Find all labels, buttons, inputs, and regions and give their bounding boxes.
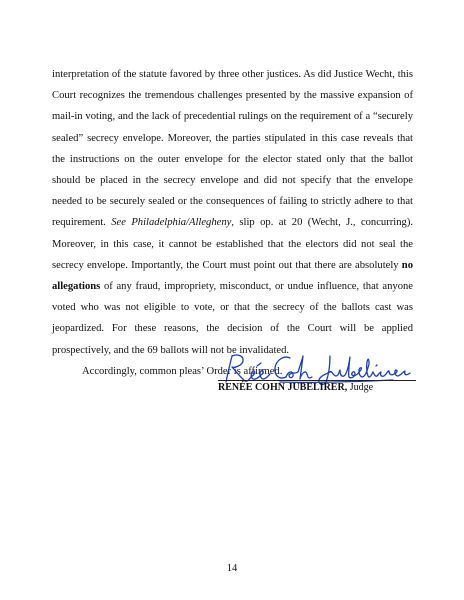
paragraph-text-middle: , slip op. at 20 (Wecht, J., concurring). Moreover, in this case, it cannot be established that the electors did not seal the secrecy envelope. Importantly, the Court must point out that there are absolutely <box>52 217 414 271</box>
paragraph-text-start: interpretation of the statute favored by three other justices. As did Justice Wecht, this Court recognizes the tremendous challenges presented by the massive expansion of mail-in voting, and the lack of precedential rulings on the requirement of a “securely sealed” secrecy envelope. Moreover, the parties stipulated in this case reveals that the instructions on the outer envelope for the elector stated only that the ballot should be placed in the secrecy envelope and did not specify that the envelope needed to be securely sealed or the consequences of failing to strictly adhere to that requirement. <box>52 69 413 229</box>
opinion-body <box>52 64 413 382</box>
paragraph-conclusion <box>52 64 413 361</box>
paragraph-order-affirmed: Accordingly, common pleas’ Order is affirmed. <box>82 365 283 377</box>
bold-emphasis: no allegations <box>52 259 413 293</box>
signer-caption <box>218 382 373 393</box>
signature-line <box>218 380 416 381</box>
case-citation: See Philadelphia/Allegheny <box>111 217 232 229</box>
judge-name: RENÉE COHN JUBELIRER, <box>218 382 348 393</box>
page-number: 14 <box>226 563 238 574</box>
signature-block <box>218 352 418 402</box>
paragraph-text-end: of any fraud, impropriety, misconduct, or undue influence, that anyone voted who was not eligible to vote, or that the secrecy of the ballots cast was jeopardized. For these reasons, the decision of the Court will be applied prospectively, and the 69 ballots will not be invalidated. <box>52 281 413 356</box>
judge-title: Judge <box>347 382 374 393</box>
